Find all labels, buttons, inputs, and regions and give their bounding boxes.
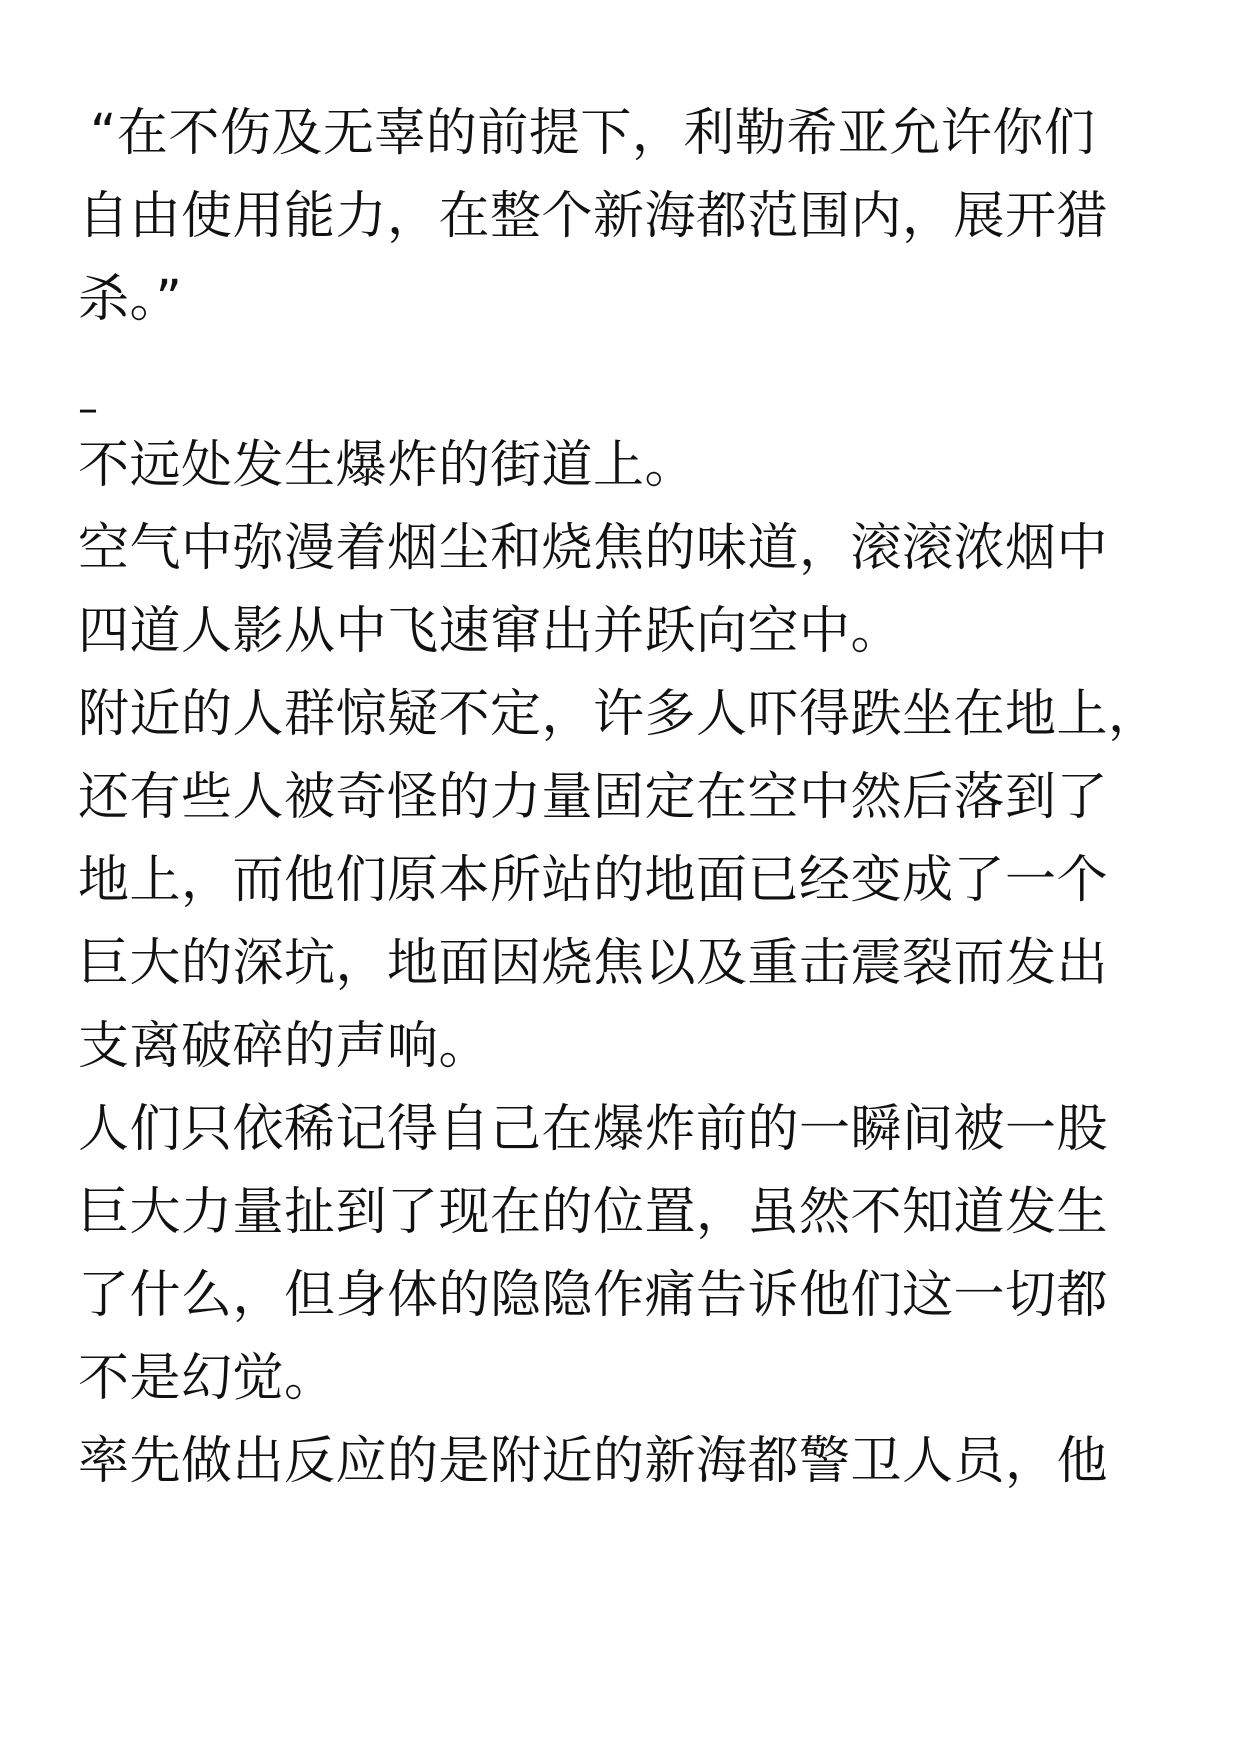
text-line-4: 附近的人群惊疑不定，许多人吓得跌坐在地上， [78, 685, 1160, 744]
text-line-5: 还有些人被奇怪的力量固定在空中然后落到了 [78, 768, 1109, 827]
document-page [78, 92, 1188, 1503]
text-line-8: 支离破碎的声响。 [78, 1017, 491, 1076]
text-line-1: 不远处发生爆炸的街道上。 [78, 436, 697, 495]
text-line-10: 巨大力量扯到了现在的位置，虽然不知道发生 [78, 1183, 1109, 1242]
text-line-6: 地上，而他们原本所站的地面已经变成了一个 [78, 851, 1109, 910]
text-line-9: 人们只依稀记得自己在爆炸前的一瞬间被一股 [78, 1100, 1109, 1159]
text-line-12: 不是幻觉。 [78, 1349, 336, 1408]
text-line-11: 了什么，但身体的隐隐作痛告诉他们这一切都 [78, 1266, 1109, 1325]
text-line-13: 率先做出反应的是附近的新海都警卫人员，他 [78, 1432, 1109, 1491]
scene-divider [78, 341, 1188, 432]
text-line-3: 四道人影从中飞速窜出并跃向空中。 [78, 602, 903, 661]
text-line-2: 空气中弥漫着烟尘和烧焦的味道，滚滚浓烟中 [78, 519, 1109, 578]
divider-mark: – [78, 386, 98, 432]
quote-line-2: 自由使用能力，在整个新海都范围内，展开猎 [78, 187, 1109, 246]
quote-line-1: “在不伤及无辜的前提下，利勒希亚允许你们 [90, 104, 1096, 163]
quote-line-3: 杀。” [78, 270, 183, 329]
text-line-7: 巨大的深坑，地面因烧焦以及重击震裂而发出 [78, 934, 1109, 993]
